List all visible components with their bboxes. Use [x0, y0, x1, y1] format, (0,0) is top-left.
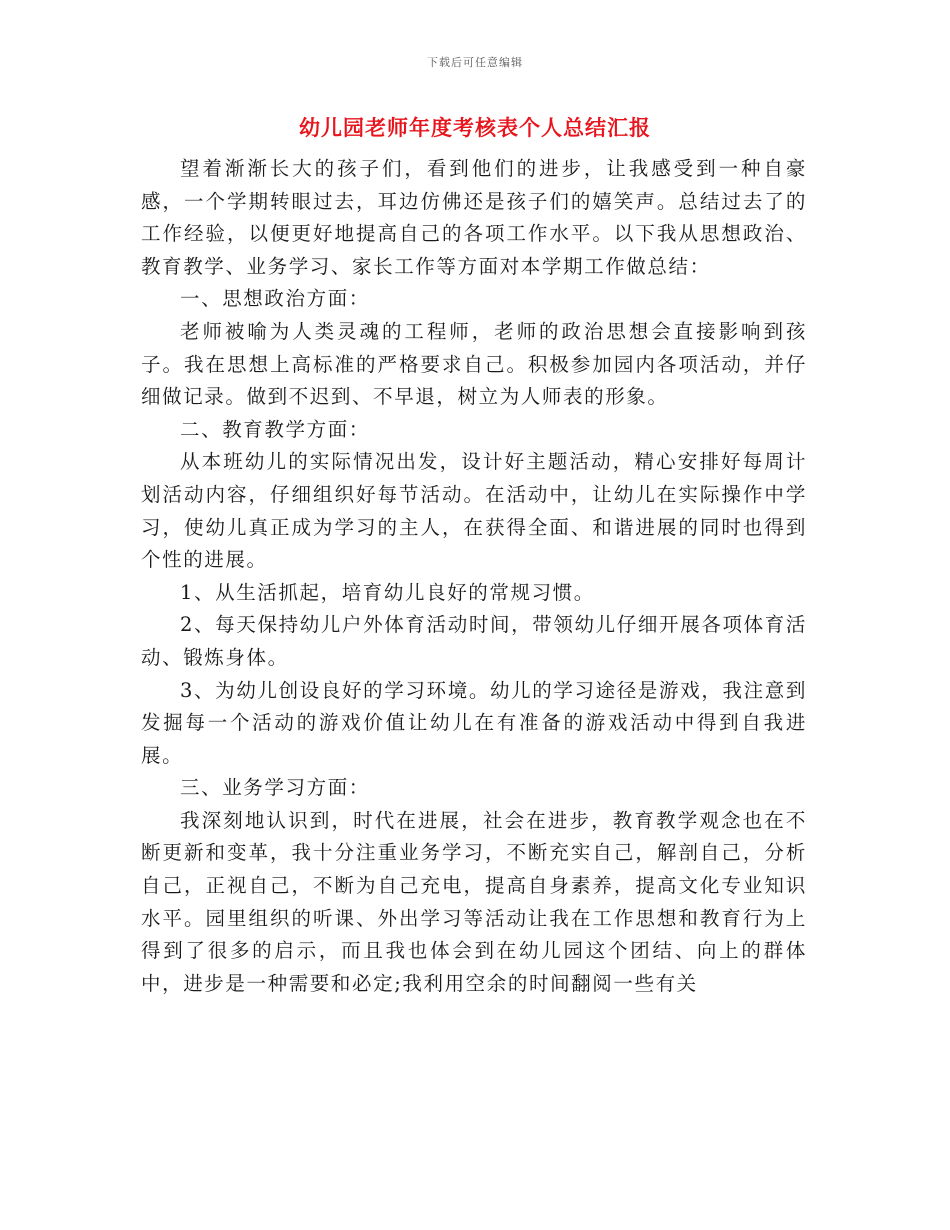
- section-heading-study: 三、业务学习方面：: [180, 776, 370, 800]
- list-item-2: 2、每天保持幼儿户外体育活动时间，带领幼儿仔细开展各项体育活动、锻炼身体。: [141, 613, 807, 669]
- header-note: 下载后可任意编辑: [427, 56, 523, 69]
- paragraph-intro: 望着渐渐长大的孩子们，看到他们的进步，让我感受到一种自豪感，一个学期转眼过去，耳边仿佛还是孩子们的嬉笑声。总结过去了的工作经验，以便更好地提高自己的各项工作水平。以下我从思想政治、教育教学、业务学习、家长工作等方面对本学期工作做总结：: [141, 157, 807, 278]
- section-heading-teaching: 二、教育教学方面：: [180, 417, 370, 441]
- paragraph-study: 我深刻地认识到，时代在进展，社会在进步，教育教学观念也在不断更新和变革，我十分注重业务学习，不断充实自己，解剖自己，分析自己，正视自己，不断为自己充电，提高自身素养，提高文化专业知识水平。园里组织的听课、外出学习等活动让我在工作思想和教育行为上得到了很多的启示，而且我也体会到在幼儿园这个团结、向上的群体中，进步是一种需要和必定;我利用空余的时间翻阅一些有关: [141, 808, 807, 995]
- paragraph-politics: 老师被喻为人类灵魂的工程师，老师的政治思想会直接影响到孩子。我在思想上高标准的严格要求自己。积极参加园内各项活动，并仔细做记录。做到不迟到、不早退，树立为人师表的形象。: [141, 319, 807, 409]
- section-heading-politics: 一、思想政治方面：: [180, 287, 370, 311]
- list-item-1: 1、从生活抓起，培育幼儿良好的常规习惯。: [180, 580, 595, 604]
- paragraph-teaching: 从本班幼儿的实际情况出发，设计好主题活动，精心安排好每周计划活动内容，仔细组织好每节活动。在活动中，让幼儿在实际操作中学习，使幼儿真正成为学习的主人，在获得全面、和谐进展的同时也得到个性的进展。: [141, 450, 807, 572]
- list-item-3: 3、为幼儿创设良好的学习环境。幼儿的学习途径是游戏，我注意到发掘每一个活动的游戏价值让幼儿在有准备的游戏活动中得到自我进展。: [141, 678, 807, 767]
- document-title: 幼儿园老师年度考核表个人总结汇报: [299, 115, 651, 140]
- document-body: [141, 153, 807, 1000]
